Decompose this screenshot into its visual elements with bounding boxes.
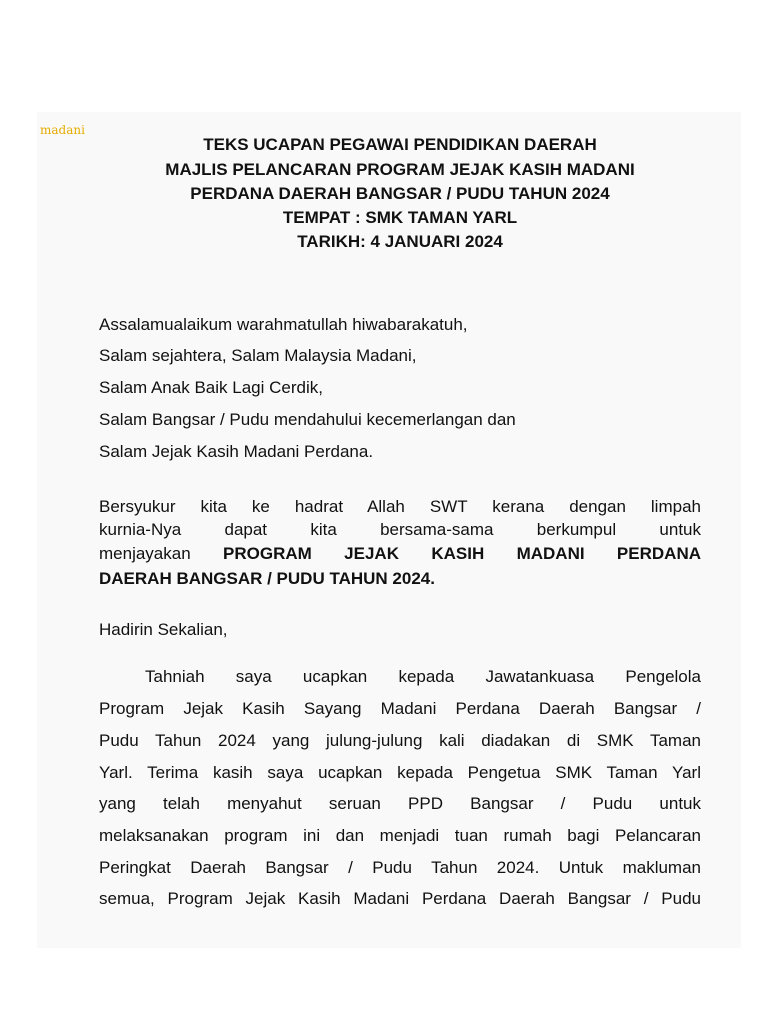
paragraph-line: kurnia-Nya dapat kita bersama-sama berkumpul untuk	[99, 520, 701, 539]
paragraph-line: Peringkat Daerah Bangsar / Pudu Tahun 2024. Untuk makluman	[99, 858, 701, 877]
greeting-line: Salam sejahtera, Salam Malaysia Madani,	[99, 346, 417, 365]
greeting-line: Assalamualaikum warahmatullah hiwabarakatuh,	[99, 315, 468, 334]
salutation: Hadirin Sekalian,	[99, 620, 228, 639]
program-name-bold: DAERAH BANGSAR / PUDU TAHUN 2024.	[99, 569, 435, 588]
program-name-bold: PROGRAM JEJAK KASIH MADANI PERDANA	[223, 544, 701, 563]
paragraph-line: Yarl. Terima kasih saya ucapkan kepada Pengetua SMK Taman Yarl	[99, 763, 701, 782]
greeting-line: Salam Jejak Kasih Madani Perdana.	[99, 442, 374, 461]
greeting-line: Salam Anak Baik Lagi Cerdik,	[99, 378, 323, 397]
paragraph-text: Tahniah saya ucapkan kepada Jawatankuasa Pengelola	[145, 667, 701, 686]
header-line: TEKS UCAPAN PEGAWAI PENDIDIKAN DAERAH	[203, 135, 597, 154]
paragraph-line: Program Jejak Kasih Sayang Madani Perdana Daerah Bangsar /	[99, 699, 701, 718]
paragraph-line: Pudu Tahun 2024 yang julung-julung kali diadakan di SMK Taman	[99, 731, 701, 750]
paragraph-line	[99, 667, 701, 687]
paragraph-text: menjayakan	[99, 544, 224, 563]
watermark-label: madani	[40, 123, 85, 137]
header-line: TEMPAT : SMK TAMAN YARL	[282, 208, 518, 227]
header-line: TARIKH: 4 JANUARI 2024	[297, 232, 503, 251]
paragraph-line	[99, 544, 701, 564]
paragraph-line: semua, Program Jejak Kasih Madani Perdana Daerah Bangsar / Pudu	[99, 889, 701, 908]
paragraph-line: yang telah menyahut seruan PPD Bangsar / Pudu untuk	[99, 794, 701, 813]
paragraph-line: melaksanakan program ini dan menjadi tuan rumah bagi Pelancaran	[99, 826, 701, 845]
header-line: MAJLIS PELANCARAN PROGRAM JEJAK KASIH MADANI	[165, 160, 635, 179]
paragraph-line: Bersyukur kita ke hadrat Allah SWT kerana dengan limpah	[99, 497, 701, 516]
greeting-line: Salam Bangsar / Pudu mendahului kecemerlangan dan	[99, 410, 516, 429]
header-line: PERDANA DAERAH BANGSAR / PUDU TAHUN 2024	[190, 184, 610, 203]
